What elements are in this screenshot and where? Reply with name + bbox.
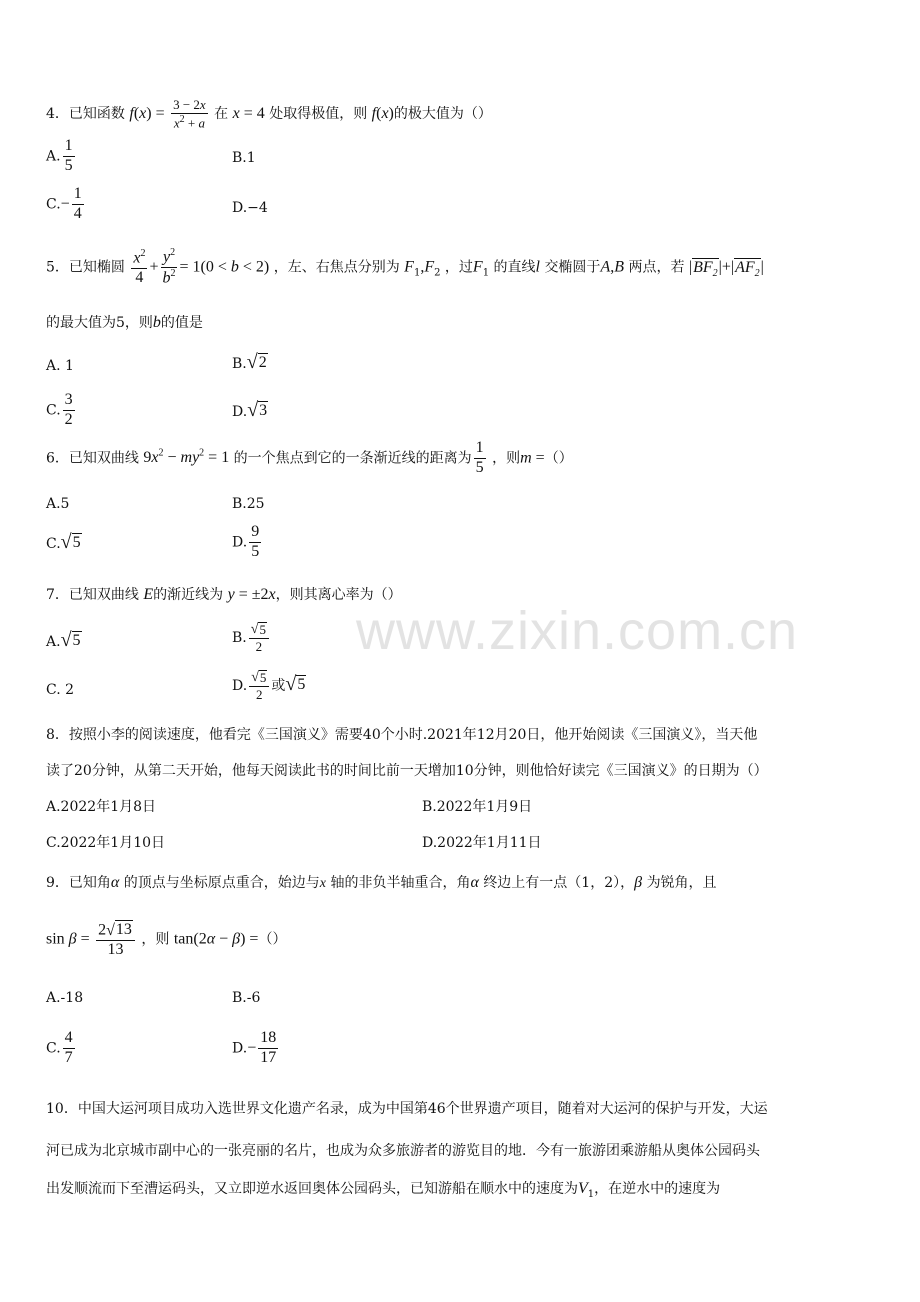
option-label: C. [46, 196, 61, 213]
q9-option-d[interactable]: D.− $\frac{18}{17}$ [232, 1029, 277, 1066]
q5-number: 5． [46, 259, 69, 276]
q7-text: 的渐近线为 [153, 587, 224, 603]
option-label: A. [46, 634, 61, 650]
q9-option-b[interactable]: B.-6 [232, 990, 261, 1006]
question-5-stem: 5．已知椭圆 $\frac{x^2}{4}$ + $\frac{y^2}{b^2}$ = 1(0 < b < 2) ，左、右焦点分别为 $F_1,F_2$ ，过$F_1$ 的直线l 交椭圆于A,B 两点，若 $|BF_2|+|AF_2|$ [46, 247, 764, 287]
option-label: A.5 [46, 496, 70, 512]
option-label: D. [232, 534, 248, 551]
watermark: www.zixin.com.cn [356, 601, 799, 661]
option-label: B. [232, 356, 247, 372]
q6-text: ，则 [492, 450, 521, 467]
q5-text: 的最大值为5，则 [46, 315, 153, 331]
q7-or-text: 或 [271, 677, 286, 694]
q5-text: ，左、右焦点分别为 [273, 259, 400, 276]
q6-text: 已知双曲线 [68, 450, 139, 467]
q7-text: 已知双曲线 [68, 587, 139, 603]
q9-line2: sin β = 2 √ 13 13 ，则 tan(2α − β) =（） [46, 921, 287, 959]
q5-option-a[interactable] [46, 358, 74, 374]
option-label: C. 2 [46, 682, 75, 698]
q5-stem-line2: 的最大值为5，则b的值是 [46, 314, 203, 331]
q10-line1: 10．中国大运河项目成功入选世界文化遗产名录，成为中国第46个世界遗产项目，随着对大运河的保护与开发，大运 [46, 1101, 768, 1117]
q4-fx: f [129, 104, 134, 122]
q4-text: 已知函数 [68, 105, 125, 122]
q6-text: （） [544, 450, 573, 467]
option-label: D. [232, 404, 248, 420]
q10-line2: 河已成为北京城市副中心的一张亮丽的名片，也成为众多旅游者的游览目的地．今有一旅游团乘游船从奥体公园码头 [46, 1143, 760, 1159]
q4-option-c[interactable]: C.− $\frac{1}{4}$ [46, 185, 82, 222]
q9-option-c[interactable]: C. $\frac{4}{7}$ [46, 1029, 73, 1066]
q9-text: 的顶点与坐标原点重合，始边与 [123, 875, 320, 891]
q8-line2: 读了20分钟，从第二天开始，他每天阅读此书的时间比前一天增加10分钟，则他恰好读完《三国演义》的日期为（） [46, 763, 768, 779]
q10-line3: 出发顺流而下至漕运码头，又立即逆水返回奥体公园码头，已知游船在顺水中的速度为$V_1$，在逆水中的速度为 [46, 1180, 721, 1200]
q5-ellipse-y-term: $\frac{y^2}{b^2}$ [162, 247, 176, 287]
q4-text: 处取得极值，则 [269, 105, 368, 122]
q8-option-b[interactable]: B.2022年1月9日 [422, 799, 533, 815]
option-label: C. [46, 402, 61, 419]
q4-option-b[interactable] [232, 150, 256, 166]
q4-text: 在 [214, 105, 229, 122]
q7-option-c[interactable] [46, 682, 74, 698]
option-label: B.25 [232, 496, 265, 512]
option-label: B.1 [232, 150, 256, 166]
q9-text: （） [258, 931, 287, 948]
q9-text: 轴的非负半轴重合，角 [330, 875, 471, 891]
q7-option-d[interactable]: D. √ 5 2 或 √ 5 [232, 670, 306, 703]
question-6-stem: 6．已知双曲线 $9x^2 - my^2 = 1$ 的一个焦点到它的一条渐近线的距离为 $\frac{1}{5}$ ，则m =（） [46, 439, 573, 476]
q4-option-d[interactable] [232, 200, 268, 216]
q8-option-c[interactable]: C.2022年1月10日 [46, 835, 166, 851]
option-label: D. [232, 677, 248, 694]
q5-option-b[interactable]: B. √ 2 [232, 351, 267, 373]
q6-option-a[interactable] [46, 496, 69, 512]
q9-option-a[interactable]: A.-18 [46, 990, 84, 1006]
q9-text: 终边上有一点（1，2）， [483, 875, 635, 891]
q6-option-b[interactable] [232, 496, 265, 512]
option-label: A. [46, 148, 61, 165]
q6-number: 6． [46, 450, 69, 467]
q4-text: 的极大值为（） [393, 105, 492, 122]
option-label: C. [46, 1040, 61, 1057]
q8-option-d[interactable]: D.2022年1月11日 [422, 835, 542, 851]
option-label: D.−4 [232, 200, 268, 216]
option-label: C. [46, 536, 61, 552]
question-4-stem: 4．已知函数 f(x) = $\frac{3 - 2x}{x^2 + a}$ 在 x = 4 处取得极值，则 f(x)的极大值为（） [46, 97, 492, 130]
q5-text: 两点，若 [628, 259, 685, 276]
option-label: B. [232, 629, 247, 646]
q4-function-fraction: $\frac{3 - 2x}{x^2 + a}$ [173, 97, 206, 130]
q4-option-a[interactable]: A. $\frac{1}{5}$ [46, 137, 73, 174]
q8-option-a[interactable]: A.2022年1月8日 [46, 799, 157, 815]
q9-text: 9．已知角 [46, 875, 111, 891]
q5-text: 交椭圆于 [544, 259, 601, 276]
q5-text: 的直线 [493, 259, 536, 276]
q10-text: 出发顺流而下至漕运码头，又立即逆水返回奥体公园码头，已知游船在顺水中的速度为 [46, 1181, 578, 1197]
q6-option-d[interactable]: D. $\frac{9}{5}$ [232, 523, 260, 560]
q9-text: ，则 [141, 931, 170, 948]
q7-number: 7． [46, 587, 69, 603]
q7-option-a[interactable]: A. √ 5 [46, 629, 81, 651]
option-label: D. [232, 1040, 248, 1057]
q5-ellipse-x-term: $\frac{x^2}{4}$ [133, 247, 146, 286]
q5-option-d[interactable]: D. √ 3 [232, 399, 268, 421]
q5-text: 的值是 [160, 315, 203, 331]
q6-text: 的一个焦点到它的一条渐近线的距离为 [233, 450, 472, 467]
option-label: A. 1 [46, 358, 74, 374]
q9-text: 为锐角，且 [646, 875, 717, 891]
q4-number: 4． [46, 105, 69, 122]
q5-option-c[interactable]: C. $\frac{3}{2}$ [46, 391, 73, 428]
q5-text: 已知椭圆 [68, 259, 125, 276]
q8-line1: 8．按照小李的阅读速度，他看完《三国演义》需要40个小时.2021年12月20日，他开始阅读《三国演义》，当天他 [46, 727, 758, 743]
q7-text: ，则其离心率为（） [275, 587, 402, 603]
q10-text: ，在逆水中的速度为 [594, 1181, 721, 1197]
q6-option-c[interactable]: C. √ 5 [46, 531, 81, 553]
question-7-stem: 7．已知双曲线 E的渐近线为 y = ±2x，则其离心率为（） [46, 586, 402, 603]
q5-text: ，过 [444, 259, 473, 276]
q9-line1: 9．已知角α 的顶点与坐标原点重合，始边与x 轴的非负半轴重合，角α 终边上有一点（1，2），β 为锐角，且 [46, 874, 717, 891]
q7-option-b[interactable]: B. √ 5 2 [232, 622, 271, 654]
